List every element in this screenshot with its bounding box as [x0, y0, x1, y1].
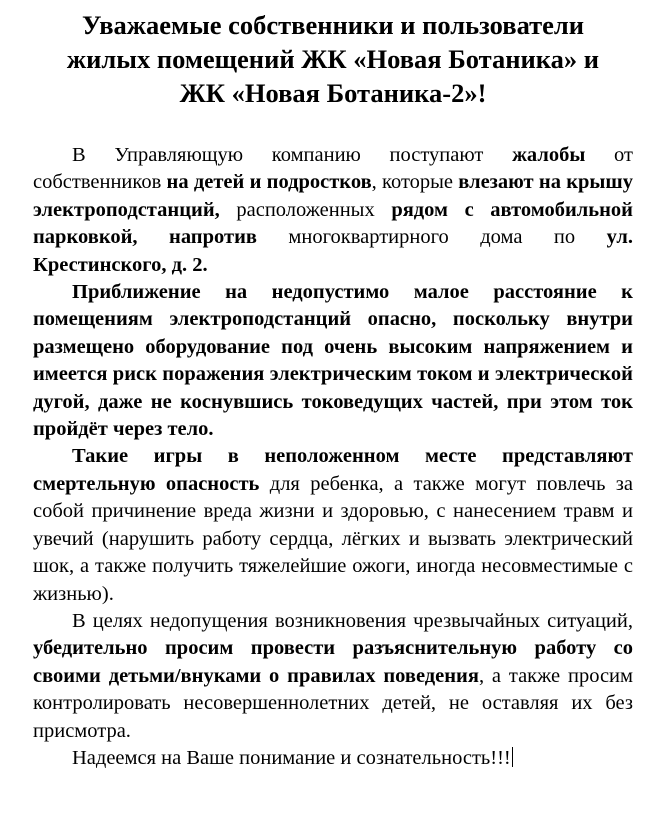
text-run: для ребенка, а также могут повлечь за собой причинение вреда жизни и здоровью, с нанесением травм и увечий (нарушить работу сердца, лёгких и вызвать электрический шок, а также получить тяжелейшие ожоги, иногда несовместимые с жизнью). — [33, 472, 634, 605]
bold-run: рядом с автомобильной парковкой, напротив — [33, 198, 633, 249]
bold-run: жалобы — [512, 144, 586, 166]
bold-run: Приближение на недопустимо малое расстояние к помещениям электроподстанций опасно, поскольку внутри размещено оборудование под очень высоким напряжением и имеется риск поражения электрическим током и электрической дугой, даже не коснувшись токоведущих частей, при этом ток пройдёт через тело. — [33, 281, 633, 441]
bold-run: влезают на крышу электроподстанций, — [33, 171, 633, 221]
paragraph-complaints — [33, 142, 633, 279]
title-line-2: жилых помещений ЖК «Новая Ботаника» и — [66, 44, 600, 74]
paragraph-closing — [33, 745, 633, 772]
text-run: Надеемся на Ваше понимание и сознательность!!! — [72, 746, 511, 769]
text-cursor — [512, 747, 513, 767]
text-run: В целях недопущения возникновения чрезвычайных ситуаций, — [72, 609, 633, 632]
text-run: от собственников — [33, 144, 633, 194]
bold-run: убедительно просим провести разъяснительную работу со своими детьми/внуками о правилах поведения — [33, 637, 633, 687]
bold-run: Такие игры в неположенном месте представляют смертельную опасность — [33, 445, 633, 495]
paragraph-request — [33, 608, 633, 745]
page-title — [33, 8, 633, 110]
text-run: В Управляющую компанию поступают — [72, 144, 513, 166]
title-line-1: Уважаемые собственники и пользователи — [81, 10, 585, 40]
bold-run: ул. Крестинского, д. 2. — [33, 226, 633, 276]
paragraph-danger — [33, 279, 633, 443]
text-run: расположенных — [219, 198, 392, 221]
text-run: многоквартирного дома по — [256, 226, 607, 249]
text-run: , а также просим контролировать несовершеннолетних детей, не оставляя их без присмотра. — [33, 664, 633, 742]
paragraph-consequences — [33, 443, 633, 607]
bold-run: на детей и подростков — [166, 171, 372, 194]
title-line-3: ЖК «Новая Ботаника-2»! — [179, 78, 487, 108]
text-run: , которые — [371, 171, 459, 194]
